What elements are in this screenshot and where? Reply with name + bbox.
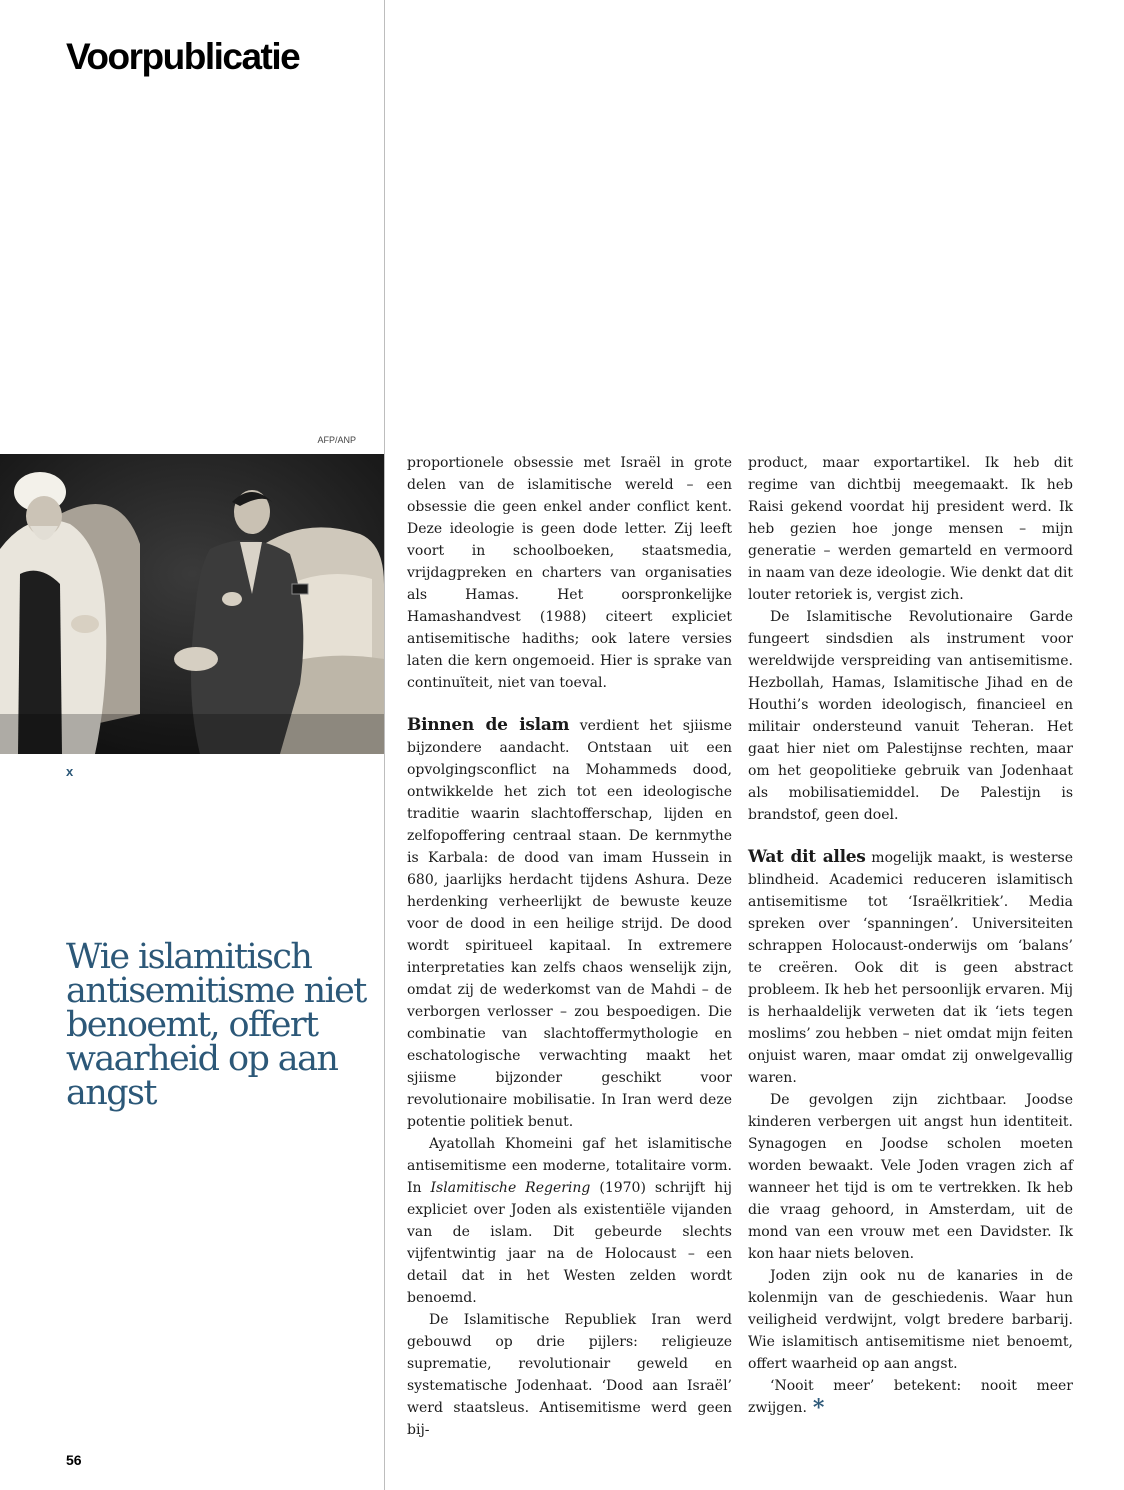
paragraph-text: verdient het sjiisme bijzondere aandacht. Ontstaan uit een opvolgingsconflict na Mohammeds dood, ontwikkelde het zich tot een ideologische traditie waarin slachtofferschap, lijden en zelfopoffering centraal staan. De kernmythe is Karbala: de dood van imam Hussein in 680, jaarlijks herdacht tijdens Ashura. Deze herdenking verheerlijkt de bewuste keuze voor de dood in een heilige strijd. De dood wordt spiritueel kapitaal. In extremere interpretaties kan zelfs chaos wenselijk zijn, omdat zij de wederkomst van de Mahdi – de verborgen verlosser – zou bespoedigen. Die combinatie van slachtoffermythologie en eschatologische verwachting maakt het sjiisme bijzonder geschikt voor revolutionaire mobilisatie. In Iran werd deze potentie politiek benut. bbox=[407, 718, 732, 1130]
paragraph: proportionele obsessie met Israël in grote delen van de islamitische wereld – een obsessie die geen enkel ander conflict kent. Deze ideologie is geen dode letter. Zij leeft voort in schoolboeken, staatsmedia, vrijdagpreken en charters van organisaties als Hamas. Het oorspronkelijke Hamashandvest (1988) citeert expliciet antisemitische hadiths; ook latere versies laten die kern ongemoeid. Hier is sprake van continuïteit, niet van toeval. bbox=[407, 455, 732, 691]
paragraph bbox=[748, 846, 1073, 1089]
lead-in: Wat dit alles bbox=[748, 847, 866, 867]
article-column-1 bbox=[407, 452, 732, 1441]
paragraph bbox=[748, 1375, 1073, 1419]
paragraph-text: ‘Nooit meer’ betekent: nooit meer zwijgen. bbox=[748, 1378, 1073, 1416]
article-column-2 bbox=[748, 452, 1073, 1419]
page-number: 56 bbox=[66, 1452, 82, 1468]
end-mark-icon: * bbox=[812, 1395, 825, 1421]
paragraph bbox=[407, 714, 732, 1133]
lead-in: Binnen de islam bbox=[407, 715, 570, 735]
paragraph-text: (1970) schrijft hij expliciet over Joden als existentiële vijanden van de islam. Dit gebeurde slechts vijfentwintig jaar na de Holocaust – een detail dat in het Westen zelden wordt benoemd. bbox=[407, 1180, 732, 1306]
photo-credit: AFP/ANP bbox=[317, 435, 356, 445]
paragraph-text: Ayatollah Khomeini gaf het islamitische antisemitisme een moderne, totalitaire vorm. In bbox=[407, 1136, 732, 1196]
paragraph bbox=[407, 1133, 732, 1309]
photo-illustration bbox=[0, 454, 384, 754]
historical-photo bbox=[0, 454, 384, 754]
section-title: Voorpublicatie bbox=[66, 36, 300, 77]
paragraph: De Islamitische Revolutionaire Garde fungeert sindsdien als instrument voor wereldwijde verspreiding van antisemitisme. Hezbollah, Hamas, Islamitische Jihad en de Houthi’s worden ideologisch, financieel en militair ondersteund vanuit Teheran. Het gaat hier niet om Palestijnse rechten, maar om het geopolitieke gebruik van Jodenhaat als mobilisatiemiddel. De Palestijn is brandstof, geen doel. bbox=[748, 609, 1073, 823]
pull-quote: Wie islamitisch antisemitisme niet benoemt, offert waarheid op aan angst bbox=[66, 937, 366, 1113]
paragraph: product, maar exportartikel. Ik heb dit regime van dichtbij meegemaakt. Ik heb Raisi gekend voordat hij president werd. Ik heb gezien hoe jonge mensen – mijn generatie – werden gemarteld en vermoord in naam van deze ideologie. Wie denkt dat dit louter retoriek is, vergist zich. bbox=[748, 455, 1073, 603]
paragraph-text: mogelijk maakt, is westerse blindheid. Academici reduceren islamitisch antisemitisme tot ‘Israëlkritiek’. Media spreken over ‘spanningen’. Universiteiten schrappen Holocaust-onderwijs om ‘balans’ te creëren. Ook dit is geen abstract probleem. Ik heb het persoonlijk ervaren. Mij is herhaaldelijk verweten dat ik ‘iets tegen moslims’ zou hebben – niet omdat mijn feiten onjuist waren, maar omdat zij onwelgevallig waren. bbox=[748, 850, 1074, 1086]
paragraph: Joden zijn ook nu de kanaries in de kolenmijn van de geschiedenis. Waar hun veiligheid verdwijnt, volgt bredere barbarij. Wie islamitisch antisemitisme niet benoemt, offert waarheid op aan angst. bbox=[748, 1268, 1073, 1372]
photo-caption: x bbox=[66, 764, 74, 779]
paragraph: De gevolgen zijn zichtbaar. Joodse kinderen verbergen uit angst hun identiteit. Synagogen en Joodse scholen moeten worden bewaakt. Vele Joden vragen zich af wanneer het tijd is om te vertrekken. Ik heb die vraag gehoord, in Amsterdam, uit de mond van een vrouw met een Davidster. Ik kon haar niets beloven. bbox=[748, 1092, 1073, 1262]
column-divider bbox=[384, 0, 385, 1490]
book-title: Islamitische Regering bbox=[430, 1180, 591, 1196]
paragraph: De Islamitische Republiek Iran werd gebouwd op drie pijlers: religieuze suprematie, revolutionair geweld en systematische Jodenhaat. ‘Dood aan Israël’ werd staatsleus. Antisemitisme werd geen bij- bbox=[407, 1312, 732, 1438]
